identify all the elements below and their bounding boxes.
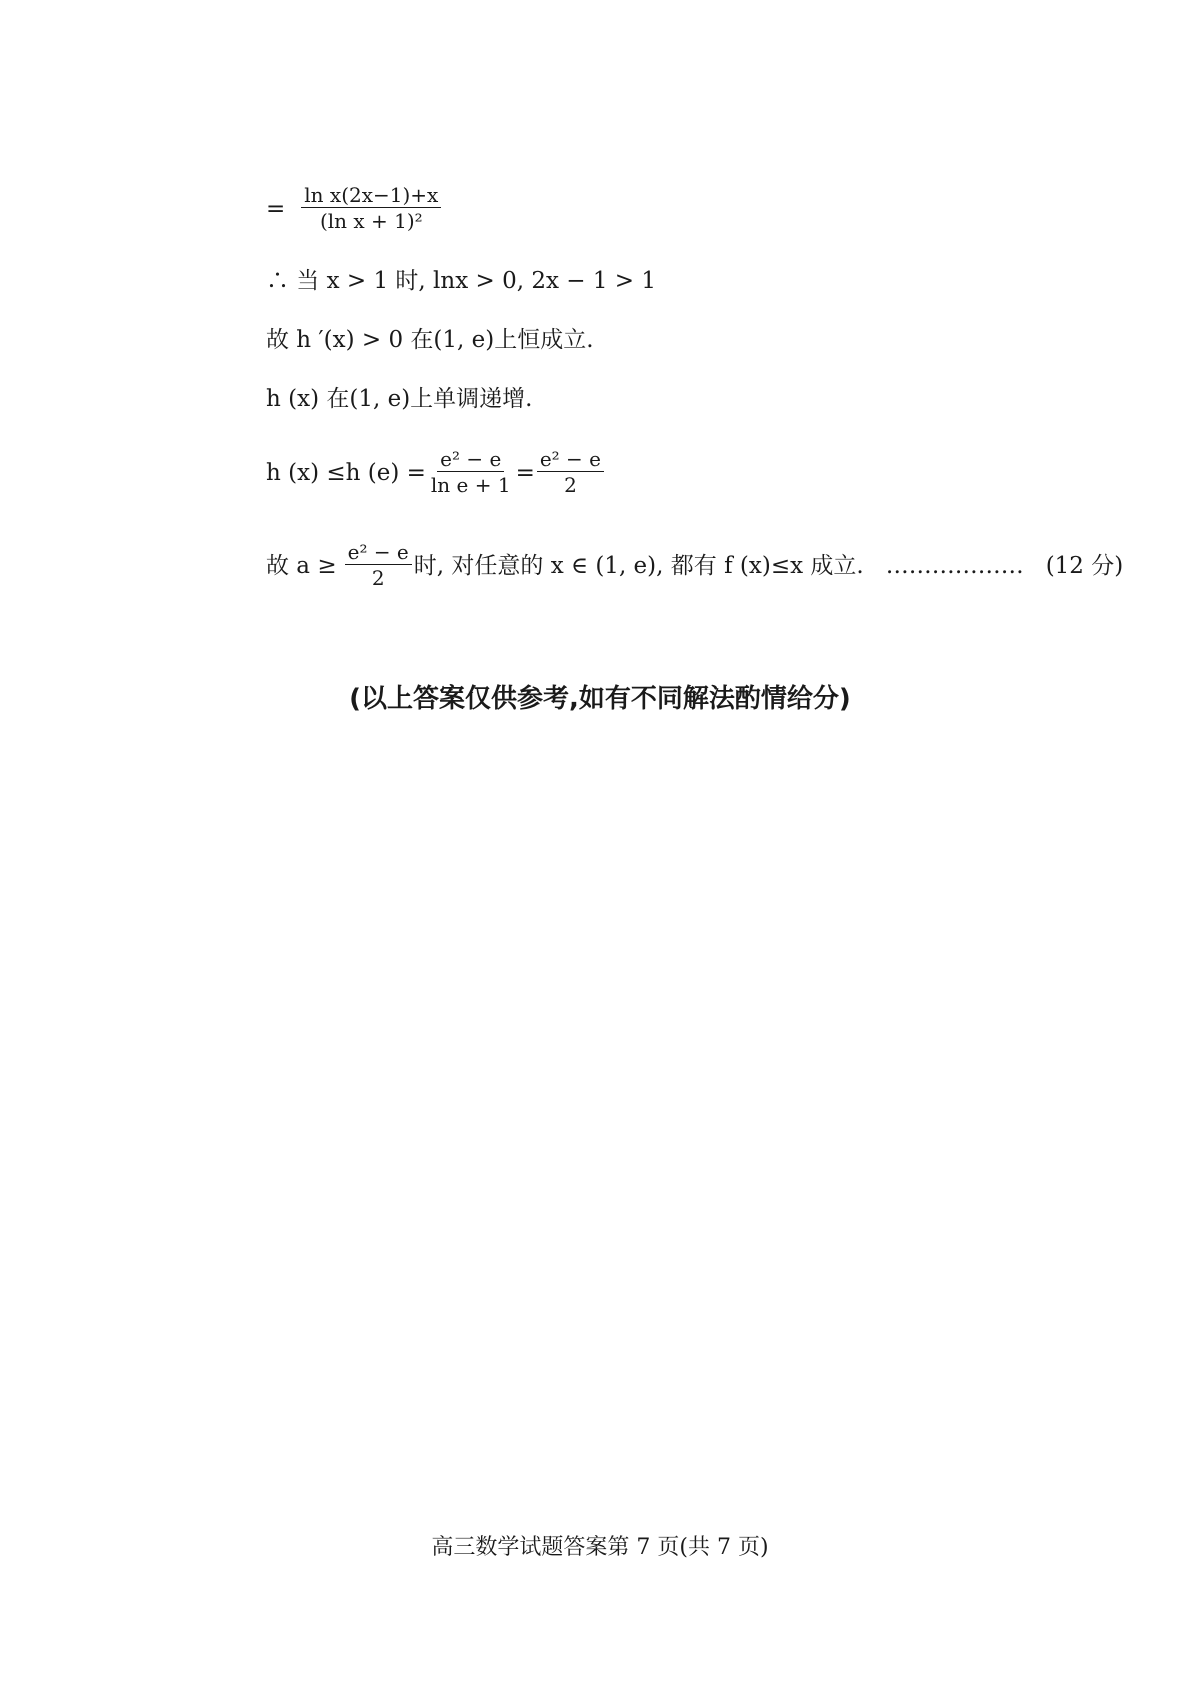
denominator: ln e + 1 xyxy=(430,473,511,497)
denominator: 2 xyxy=(371,566,385,590)
formula-line-3: 故 h ′(x) > 0 在(1, e)上恒成立. xyxy=(266,327,594,353)
numerator: e² − e xyxy=(437,447,504,472)
numerator: ln x(2x−1)+x xyxy=(301,183,441,208)
formula-line-4: h (x) 在(1, e)上单调递增. xyxy=(266,386,533,412)
equals-sign: = xyxy=(266,195,286,222)
conclusion-prefix: 故 a ≥ xyxy=(266,552,337,579)
formula-line-6 xyxy=(266,540,1123,591)
reference-note: (以上答案仅供参考,如有不同解法酌情给分) xyxy=(349,684,851,714)
numerator: e² − e xyxy=(345,540,412,565)
fraction-1 xyxy=(428,447,514,498)
denominator: 2 xyxy=(564,473,577,497)
equals-sign: = xyxy=(515,459,535,486)
formula-line-2: ∴ 当 x > 1 时, lnx > 0, 2x − 1 > 1 xyxy=(266,268,657,294)
score-label: (12 分) xyxy=(1045,552,1124,579)
formula-line-5 xyxy=(266,447,606,498)
inequality-prefix: h (x) ≤h (e) = xyxy=(266,459,426,486)
formula-line-1 xyxy=(266,183,443,234)
numerator: e² − e xyxy=(537,447,604,472)
page-footer: 高三数学试题答案第 7 页(共 7 页) xyxy=(431,1535,769,1560)
fraction xyxy=(345,540,412,591)
denominator: (ln x + 1)² xyxy=(319,209,423,233)
conclusion-text: 时, 对任意的 x ∈ (1, e), 都有 f (x)≤x 成立. xyxy=(413,552,864,579)
fraction-2 xyxy=(537,447,604,498)
leader-dots: ……………… xyxy=(885,552,1024,579)
fraction xyxy=(301,183,441,234)
